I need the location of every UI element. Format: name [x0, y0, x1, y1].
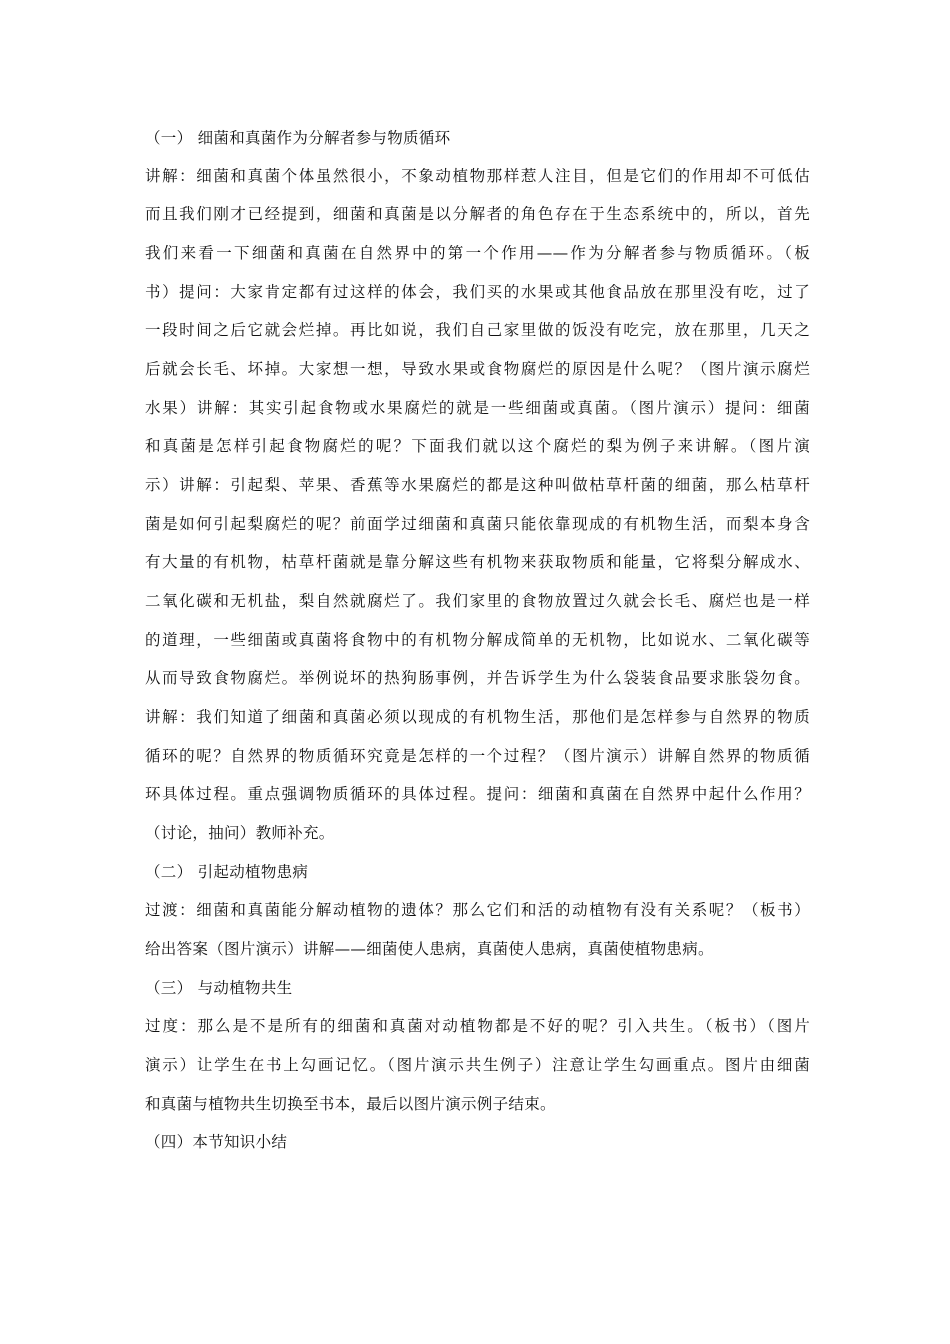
section-heading-3: （三） 与动植物共生 — [145, 979, 293, 997]
body-line: 从而导致食物腐烂。举例说坏的热狗肠事例，并告诉学生为什么袋装食品要求胀袋勿食。 — [145, 669, 810, 687]
body-line: 循环的呢？自然界的物质循环究竟是怎样的一个过程？（图片演示）讲解自然界的物质循 — [145, 747, 810, 765]
body-line: 环具体过程。重点强调物质循环的具体过程。提问：细菌和真菌在自然界中起什么作用？ — [145, 785, 810, 803]
body-line: 书）提问：大家肯定都有过这样的体会，我们买的水果或其他食品放在那里没有吃，过了 — [145, 283, 810, 301]
body-line: （讨论，抽问）教师补充。 — [145, 824, 335, 842]
body-line: 一段时间之后它就会烂掉。再比如说，我们自己家里做的饭没有吃完，放在那里，几天之 — [145, 321, 810, 339]
section-heading-4: （四）本节知识小结 — [145, 1133, 288, 1151]
body-line: 二氧化碳和无机盐，梨自然就腐烂了。我们家里的食物放置过久就会长毛、腐烂也是一样 — [145, 592, 810, 610]
body-line: 和真菌是怎样引起食物腐烂的呢？下面我们就以这个腐烂的梨为例子来讲解。（图片演 — [145, 437, 810, 455]
section-heading-1: （一） 细菌和真菌作为分解者参与物质循环 — [145, 129, 451, 147]
body-line: 示）讲解：引起梨、苹果、香蕉等水果腐烂的都是这种叫做枯草杆菌的细菌，那么枯草杆 — [145, 476, 810, 494]
body-line: 讲解：我们知道了细菌和真菌必须以现成的有机物生活，那他们是怎样参与自然界的物质 — [145, 708, 810, 726]
body-line: 水果）讲解：其实引起食物或水果腐烂的就是一些细菌或真菌。（图片演示）提问：细菌 — [145, 399, 810, 417]
body-line: 和真菌与植物共生切换至书本，最后以图片演示例子结束。 — [145, 1095, 556, 1113]
body-line: 我们来看一下细菌和真菌在自然界中的第一个作用——作为分解者参与物质循环。（板 — [145, 244, 810, 262]
body-line: 菌是如何引起梨腐烂的呢？前面学过细菌和真菌只能依靠现成的有机物生活，而梨本身含 — [145, 515, 810, 533]
body-line: 过度：那么是不是所有的细菌和真菌对动植物都是不好的呢？引入共生。（板书）（图片 — [145, 1017, 810, 1035]
body-line: 讲解：细菌和真菌个体虽然很小，不象动植物那样惹人注目，但是它们的作用却不可低估 — [145, 167, 810, 185]
body-line: 后就会长毛、坏掉。大家想一想，导致水果或食物腐烂的原因是什么呢？（图片演示腐烂 — [145, 360, 810, 378]
body-line: 的道理，一些细菌或真菌将食物中的有机物分解成简单的无机物，比如说水、二氧化碳等 — [145, 631, 810, 649]
body-line: 有大量的有机物，枯草杆菌就是靠分解这些有机物来获取物质和能量，它将梨分解成水、 — [145, 553, 810, 571]
section-heading-2: （二） 引起动植物患病 — [145, 863, 309, 881]
body-line: 而且我们刚才已经提到，细菌和真菌是以分解者的角色存在于生态系统中的，所以，首先 — [145, 205, 810, 223]
body-line: 演示）让学生在书上勾画记忆。（图片演示共生例子）注意让学生勾画重点。图片由细菌 — [145, 1056, 810, 1074]
body-line: 过渡：细菌和真菌能分解动植物的遗体？那么它们和活的动植物有没有关系呢？（板书） — [145, 901, 810, 919]
body-line: 给出答案（图片演示）讲解——细菌使人患病，真菌使人患病，真菌使植物患病。 — [145, 940, 714, 958]
